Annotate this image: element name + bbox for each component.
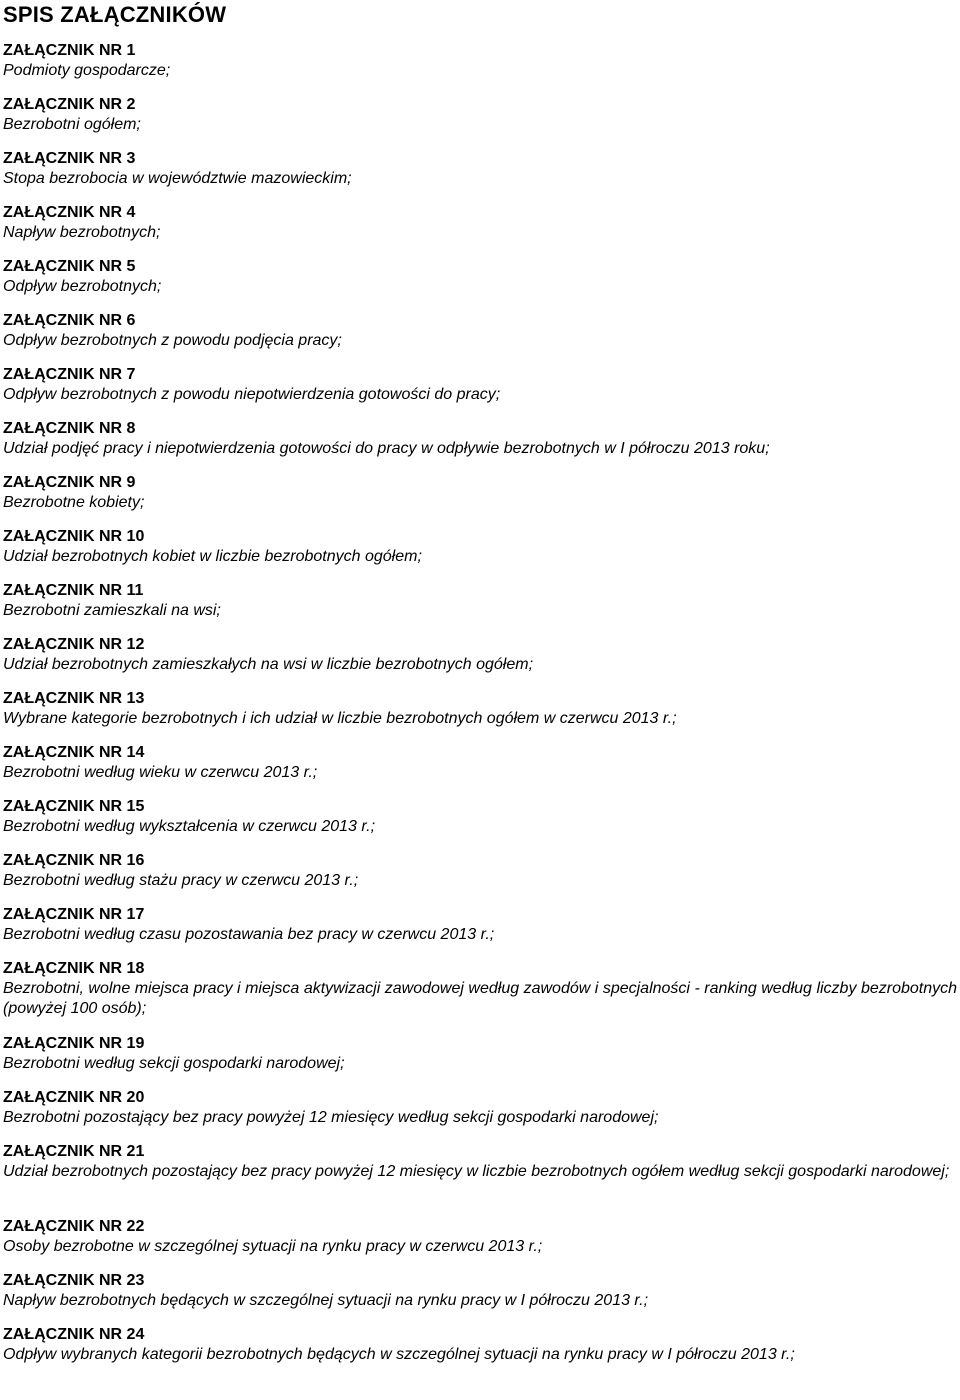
list-item: [3, 1325, 957, 1400]
attachment-heading: ZAŁĄCZNIK NR 24: [3, 1326, 145, 1343]
attachment-description: Bezrobotni ogółem;: [3, 116, 141, 133]
attachment-description: Osoby bezrobotne w szczególnej sytuacji na rynku pracy w czerwcu 2013 r.;: [3, 1238, 543, 1255]
attachment-heading: ZAŁĄCZNIK NR 3: [3, 150, 136, 167]
list-item: [3, 41, 957, 95]
attachment-description: Odpływ wybranych kategorii bezrobotnych będących w szczególnej sytuacji na rynku pracy w I półroczu 2013 r.;: [3, 1346, 795, 1363]
list-item: [3, 797, 957, 851]
attachment-description: Udział bezrobotnych pozostający bez pracy powyżej 12 miesięcy w liczbie bezrobotnych ogółem według sekcji gospodarki narodowej;: [3, 1163, 950, 1180]
attachment-heading: ZAŁĄCZNIK NR 13: [3, 690, 145, 707]
list-item: [3, 581, 957, 635]
attachment-description: Udział podjęć pracy i niepotwierdzenia gotowości do pracy w odpływie bezrobotnych w I półroczu 2013 roku;: [3, 440, 770, 457]
list-item: [3, 365, 957, 419]
attachment-heading: ZAŁĄCZNIK NR 4: [3, 204, 136, 221]
attachment-heading: ZAŁĄCZNIK NR 6: [3, 312, 136, 329]
attachment-heading: ZAŁĄCZNIK NR 7: [3, 366, 136, 383]
list-item: [3, 689, 957, 743]
attachment-heading: ZAŁĄCZNIK NR 10: [3, 528, 145, 545]
attachment-description: Napływ bezrobotnych będących w szczególnej sytuacji na rynku pracy w I półroczu 2013 r.;: [3, 1292, 649, 1309]
attachment-description: Udział bezrobotnych zamieszkałych na wsi w liczbie bezrobotnych ogółem;: [3, 656, 534, 673]
list-item: [3, 473, 957, 527]
list-item: [3, 743, 957, 797]
list-item: [3, 1142, 957, 1217]
attachment-heading: ZAŁĄCZNIK NR 18: [3, 960, 145, 977]
attachment-heading: ZAŁĄCZNIK NR 1: [3, 42, 136, 59]
attachment-description: Odpływ bezrobotnych z powodu podjęcia pracy;: [3, 332, 342, 349]
page-title: SPIS ZAŁĄCZNIKÓW: [3, 2, 227, 27]
attachment-heading: ZAŁĄCZNIK NR 12: [3, 636, 145, 653]
attachment-heading: ZAŁĄCZNIK NR 2: [3, 96, 136, 113]
attachment-heading: ZAŁĄCZNIK NR 14: [3, 744, 145, 761]
attachment-heading: ZAŁĄCZNIK NR 15: [3, 798, 145, 815]
attachment-description: Odpływ bezrobotnych;: [3, 278, 162, 295]
attachment-description: Udział bezrobotnych kobiet w liczbie bezrobotnych ogółem;: [3, 548, 422, 565]
attachment-description: Bezrobotni, wolne miejsca pracy i miejsca aktywizacji zawodowej według zawodów i specjalności - ranking według liczby bezrobotnych (powyżej 100 osób);: [3, 980, 957, 1017]
list-item: [3, 419, 957, 473]
list-item: [3, 635, 957, 689]
list-item: [3, 257, 957, 311]
attachment-heading: ZAŁĄCZNIK NR 8: [3, 420, 136, 437]
attachment-heading: ZAŁĄCZNIK NR 21: [3, 1143, 145, 1160]
list-item: [3, 149, 957, 203]
attachment-description: Bezrobotni według czasu pozostawania bez pracy w czerwcu 2013 r.;: [3, 926, 495, 943]
list-item: [3, 1217, 957, 1271]
attachment-heading: ZAŁĄCZNIK NR 19: [3, 1035, 145, 1052]
list-item: [3, 959, 957, 1034]
attachment-heading: ZAŁĄCZNIK NR 20: [3, 1089, 145, 1106]
list-item: [3, 1088, 957, 1142]
list-item: [3, 527, 957, 581]
attachment-description: Podmioty gospodarcze;: [3, 62, 171, 79]
list-item: [3, 1271, 957, 1325]
list-item: [3, 851, 957, 905]
attachment-description: Odpływ bezrobotnych z powodu niepotwierdzenia gotowości do pracy;: [3, 386, 501, 403]
list-item: [3, 311, 957, 365]
attachment-heading: ZAŁĄCZNIK NR 5: [3, 258, 136, 275]
attachment-heading: ZAŁĄCZNIK NR 9: [3, 474, 136, 491]
attachment-heading: ZAŁĄCZNIK NR 17: [3, 906, 145, 923]
attachment-description: Bezrobotni według sekcji gospodarki narodowej;: [3, 1055, 345, 1072]
attachment-description: Bezrobotni według stażu pracy w czerwcu 2013 r.;: [3, 872, 359, 889]
attachment-description: Napływ bezrobotnych;: [3, 224, 161, 241]
list-item: [3, 1034, 957, 1088]
attachment-list: [3, 41, 957, 1400]
attachment-heading: ZAŁĄCZNIK NR 11: [3, 582, 144, 599]
list-item: [3, 203, 957, 257]
attachment-heading: ZAŁĄCZNIK NR 22: [3, 1218, 145, 1235]
list-item: [3, 95, 957, 149]
attachment-description: Bezrobotni według wykształcenia w czerwcu 2013 r.;: [3, 818, 376, 835]
attachment-description: Bezrobotni według wieku w czerwcu 2013 r.;: [3, 764, 318, 781]
attachment-description: Wybrane kategorie bezrobotnych i ich udział w liczbie bezrobotnych ogółem w czerwcu 2013 r.;: [3, 710, 677, 727]
list-item: [3, 905, 957, 959]
attachment-description: Stopa bezrobocia w województwie mazowieckim;: [3, 170, 352, 187]
attachment-description: Bezrobotne kobiety;: [3, 494, 145, 511]
attachment-heading: ZAŁĄCZNIK NR 23: [3, 1272, 145, 1289]
attachment-description: Bezrobotni pozostający bez pracy powyżej 12 miesięcy według sekcji gospodarki narodowej;: [3, 1109, 659, 1126]
attachment-heading: ZAŁĄCZNIK NR 16: [3, 852, 145, 869]
attachment-description: Bezrobotni zamieszkali na wsi;: [3, 602, 221, 619]
